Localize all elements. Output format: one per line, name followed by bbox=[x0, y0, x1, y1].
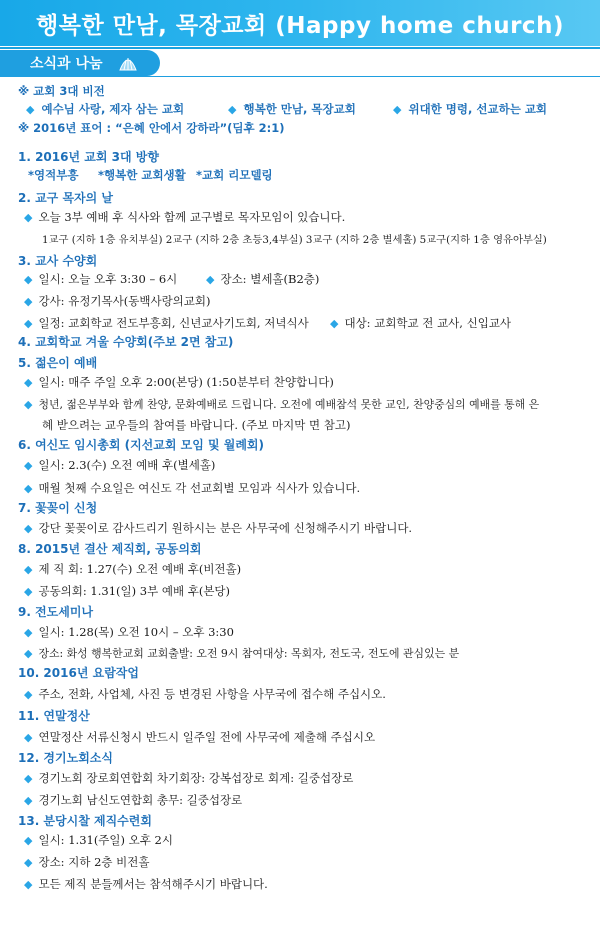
vision-item bbox=[393, 101, 547, 117]
item-heading: 4. 교회학교 겨울 수양회(주보 2면 참고) bbox=[18, 335, 234, 349]
diamond-bullet-icon: ◆ bbox=[393, 103, 402, 116]
list-item-text: 장소: 화성 행복한교회 교회출발: 오전 9시 참여대상: 목회자, 전도국, 전도에 관심있는 분 bbox=[38, 647, 460, 660]
diamond-bullet-icon: ◆ bbox=[24, 317, 33, 330]
list-item bbox=[206, 271, 319, 287]
list-item bbox=[24, 561, 241, 577]
diamond-bullet-icon: ◆ bbox=[24, 688, 33, 701]
list-item-text: 장소: 별세홀(B2층) bbox=[220, 272, 320, 286]
list-item-detail: 1교구 (지하 1층 유치부실) 2교구 (지하 2층 초등3,4부실) 3교구 (지하 2층 별세홀) 5교구(지하 1층 영유아부실) bbox=[42, 234, 547, 246]
list-item-text: 경기노회 남신도연합회 총무: 길중섭장로 bbox=[38, 793, 243, 807]
diamond-bullet-icon: ◆ bbox=[24, 522, 33, 535]
item-heading: 5. 젊은이 예배 bbox=[18, 356, 98, 370]
list-item bbox=[24, 729, 375, 745]
diamond-bullet-icon: ◆ bbox=[24, 273, 33, 286]
item-heading: 8. 2015년 결산 제직회, 공동의회 bbox=[18, 542, 202, 556]
list-item bbox=[24, 792, 242, 808]
list-item bbox=[24, 583, 230, 599]
item-heading: 3. 교사 수양회 bbox=[18, 254, 98, 268]
diamond-bullet-icon: ◆ bbox=[24, 376, 33, 389]
list-item bbox=[24, 770, 353, 786]
section-divider bbox=[0, 76, 600, 77]
banner-divider bbox=[0, 47, 600, 49]
list-item-text: 제 직 회: 1.27(수) 오전 예배 후(비전홀) bbox=[38, 562, 242, 576]
list-item bbox=[24, 315, 309, 331]
vision-item-label: 위대한 명령, 선교하는 교회 bbox=[408, 102, 548, 116]
diamond-bullet-icon: ◆ bbox=[24, 295, 33, 308]
list-item-text: 강단 꽃꽂이로 감사드리기 원하시는 분은 사무국에 신청해주시기 바랍니다. bbox=[38, 521, 413, 535]
list-item-text: 경기노회 장로회연합회 차기회장: 강복섭장로 회계: 길중섭장로 bbox=[38, 771, 354, 785]
diamond-bullet-icon: ◆ bbox=[24, 731, 33, 744]
list-item bbox=[24, 876, 268, 892]
diamond-bullet-icon: ◆ bbox=[24, 878, 33, 891]
list-item bbox=[330, 315, 511, 331]
list-item bbox=[24, 520, 412, 536]
list-item bbox=[24, 854, 150, 870]
direction-item: *행복한 교회생활 bbox=[98, 168, 186, 182]
direction-item: *교회 리모델링 bbox=[196, 168, 273, 182]
diamond-bullet-icon: ◆ bbox=[24, 563, 33, 576]
item-heading: 11. 연말정산 bbox=[18, 709, 90, 723]
header-banner bbox=[0, 0, 600, 46]
list-item bbox=[24, 480, 360, 496]
list-item bbox=[24, 209, 345, 225]
list-item-text: 강사: 유정기목사(동백사랑의교회) bbox=[38, 294, 211, 308]
list-item bbox=[24, 686, 386, 702]
direction-item: *영적부흥 bbox=[28, 168, 79, 182]
list-item-text: 주소, 전화, 사업체, 사진 등 변경된 사항을 사무국에 접수해 주십시오. bbox=[38, 687, 386, 701]
list-item-text: 매월 첫째 수요일은 여신도 각 선교회별 모임과 식사가 있습니다. bbox=[38, 481, 361, 495]
item-heading: 9. 전도세미나 bbox=[18, 605, 94, 619]
item-heading: 6. 여신도 임시총회 (지선교회 모임 및 월례회) bbox=[18, 438, 265, 452]
diamond-bullet-icon: ◆ bbox=[24, 794, 33, 807]
diamond-bullet-icon: ◆ bbox=[24, 585, 33, 598]
item-heading: 1. 2016년 교회 3대 방향 bbox=[18, 150, 159, 164]
diamond-bullet-icon: ◆ bbox=[206, 273, 215, 286]
list-item-text: 일시: 2.3(수) 오전 예배 후(별세홀) bbox=[38, 458, 216, 472]
list-item-text: 일시: 1.31(주일) 오후 2시 bbox=[38, 833, 173, 847]
motto: ※ 2016년 표어 : “은혜 안에서 강하라”(딤후 2:1) bbox=[18, 121, 285, 135]
list-item bbox=[24, 624, 234, 640]
list-item-text: 일정: 교회학교 전도부흥회, 신년교사기도회, 저녁식사 bbox=[38, 316, 309, 330]
diamond-bullet-icon: ◆ bbox=[26, 103, 35, 116]
item-heading: 12. 경기노회소식 bbox=[18, 751, 113, 765]
list-item bbox=[24, 457, 215, 473]
shell-icon bbox=[118, 54, 138, 72]
diamond-bullet-icon: ◆ bbox=[24, 647, 33, 660]
vision-item bbox=[26, 101, 184, 117]
item-heading: 13. 분당시찰 제직수련회 bbox=[18, 814, 152, 828]
page-title: 행복한 만남, 목장교회 (Happy home church) bbox=[36, 12, 564, 39]
list-item bbox=[24, 396, 539, 412]
item-heading: 10. 2016년 요람작업 bbox=[18, 666, 139, 680]
diamond-bullet-icon: ◆ bbox=[24, 856, 33, 869]
list-item bbox=[24, 832, 173, 848]
diamond-bullet-icon: ◆ bbox=[24, 459, 33, 472]
list-item bbox=[24, 374, 334, 390]
list-item-text: 공동의회: 1.31(일) 3부 예배 후(본당) bbox=[38, 584, 231, 598]
list-item bbox=[24, 271, 177, 287]
item-heading: 7. 꽃꽂이 신청 bbox=[18, 501, 98, 515]
list-item-text: 오늘 3부 예배 후 식사와 함께 교구별로 목자모임이 있습니다. bbox=[38, 210, 346, 224]
list-item-text: 청년, 젊은부부와 함께 찬양, 문화예배로 드립니다. 오전에 예배참석 못한 교인, 찬양중심의 예배를 통해 은 bbox=[38, 398, 540, 411]
diamond-bullet-icon: ◆ bbox=[24, 834, 33, 847]
diamond-bullet-icon: ◆ bbox=[330, 317, 339, 330]
diamond-bullet-icon: ◆ bbox=[228, 103, 237, 116]
diamond-bullet-icon: ◆ bbox=[24, 482, 33, 495]
list-item bbox=[24, 293, 211, 309]
section-tab-label: 소식과 나눔 bbox=[30, 56, 103, 72]
list-item-text: 모든 제직 분들께서는 참석해주시기 바랍니다. bbox=[38, 877, 268, 891]
vision-title: ※ 교회 3대 비전 bbox=[18, 84, 105, 98]
diamond-bullet-icon: ◆ bbox=[24, 398, 33, 411]
list-item-text: 일시: 매주 주일 오후 2:00(본당) (1:50분부터 찬양합니다) bbox=[38, 375, 334, 389]
list-item-text: 장소: 지하 2층 비전홀 bbox=[38, 855, 150, 869]
list-item bbox=[24, 645, 459, 661]
list-item-text: 일시: 1.28(목) 오전 10시 – 오후 3:30 bbox=[38, 625, 234, 639]
vision-item-label: 행복한 만남, 목장교회 bbox=[243, 102, 356, 116]
diamond-bullet-icon: ◆ bbox=[24, 626, 33, 639]
item-heading: 2. 교구 목자의 날 bbox=[18, 191, 113, 205]
diamond-bullet-icon: ◆ bbox=[24, 772, 33, 785]
list-item-text: 일시: 오늘 오후 3:30 – 6시 bbox=[38, 272, 178, 286]
list-item-continuation: 혜 받으려는 교우들의 참여를 바랍니다. (주보 마지막 면 참고) bbox=[42, 418, 351, 432]
vision-item bbox=[228, 101, 356, 117]
vision-item-label: 예수님 사랑, 제자 삼는 교회 bbox=[41, 102, 185, 116]
list-item-text: 연말정산 서류신청시 반드시 일주일 전에 사무국에 제출해 주십시오 bbox=[38, 730, 376, 744]
diamond-bullet-icon: ◆ bbox=[24, 211, 33, 224]
list-item-text: 대상: 교회학교 전 교사, 신입교사 bbox=[344, 316, 512, 330]
